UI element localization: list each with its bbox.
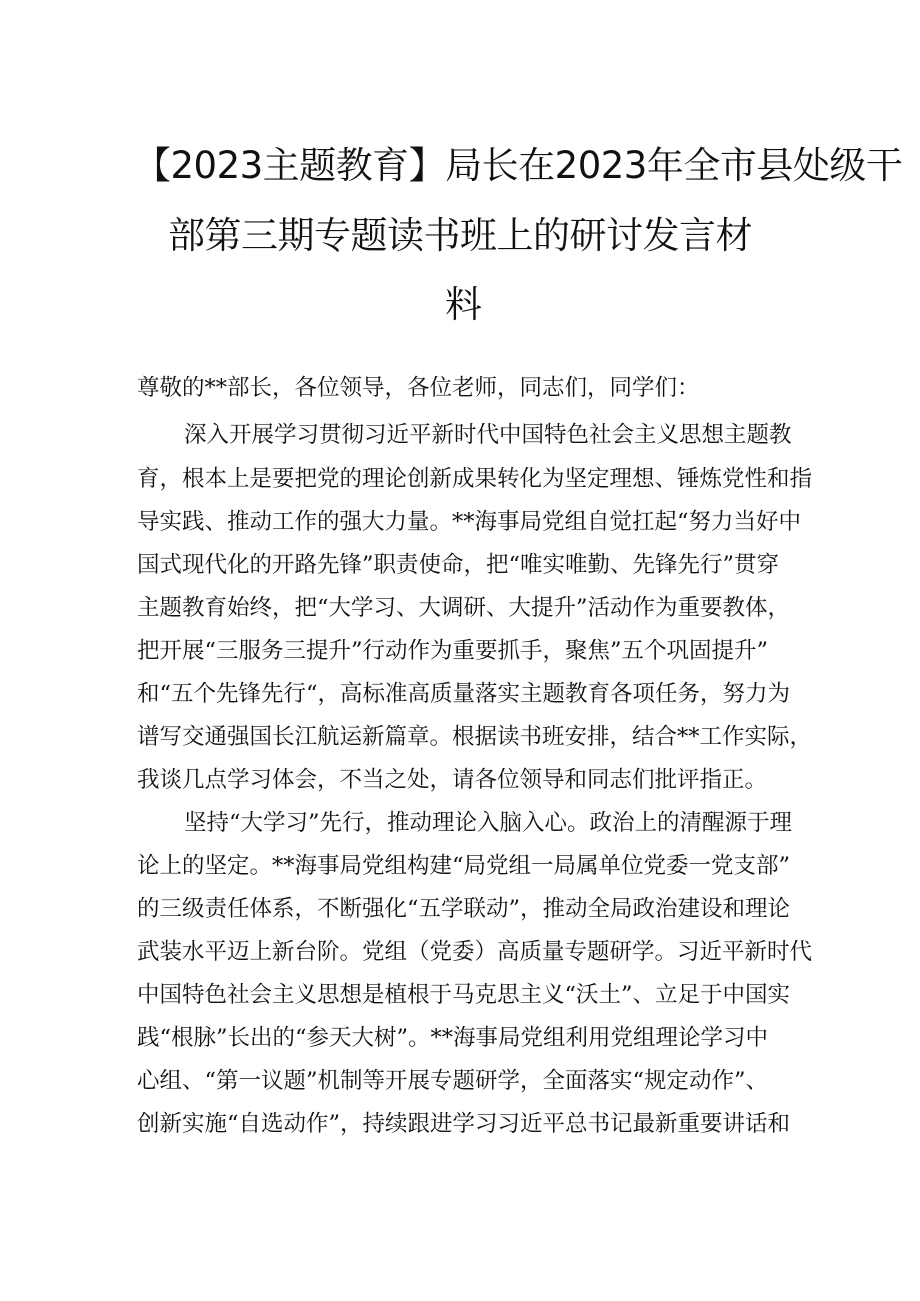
paragraph-1-line-4: 国式现代化的开路先锋”职责使命，把“唯实唯勤、先锋先行”贯穿 bbox=[137, 552, 780, 578]
paragraph-2-line-3: 的三级责任体系，不断强化“五学联动”，推动全局政治建设和理论 bbox=[137, 896, 791, 922]
document-title-line-3: 料 bbox=[445, 283, 482, 326]
paragraph-1-line-2: 育，根本上是要把党的理论创新成果转化为坚定理想、锤炼党性和指 bbox=[137, 466, 813, 492]
paragraph-1-line-5: 主题教育始终，把“大学习、大调研、大提升”活动作为重要教体， bbox=[137, 595, 791, 621]
paragraph-1-line-3: 导实践、推动工作的强大力量。**海事局党组自觉扛起“努力当好中 bbox=[137, 509, 802, 535]
paragraph-2-line-4: 武装水平迈上新台阶。党组（党委）高质量专题研学。习近平新时代 bbox=[137, 939, 813, 965]
salutation: 尊敬的**部长，各位领导，各位老师，同志们，同学们： bbox=[137, 375, 700, 401]
document-title-line-1: 【2023主题教育】局长在2023年全市县处级干 bbox=[134, 144, 903, 187]
paragraph-1-line-9: 我谈几点学习体会，不当之处，请各位领导和同志们批评指正。 bbox=[137, 767, 768, 793]
paragraph-2-line-6: 践“根脉”长出的“参天大树”。**海事局党组利用党组理论学习中 bbox=[137, 1025, 769, 1051]
paragraph-2-line-1: 坚持“大学习”先行，推动理论入脑入心。政治上的清醒源于理 bbox=[184, 810, 793, 836]
paragraph-2-line-7: 心组、“第一议题”机制等开展专题研学，全面落实“规定动作”、 bbox=[137, 1068, 769, 1094]
paragraph-1-line-6: 把开展“三服务三提升”行动作为重要抓手，聚焦”五个巩固提升” bbox=[137, 638, 769, 664]
paragraph-2-line-2: 论上的坚定。**海事局党组构建“局党组一局属单位党委一党支部” bbox=[137, 853, 791, 879]
paragraph-2-line-8: 创新实施“自选动作”，持续跟进学习习近平总书记最新重要讲话和 bbox=[137, 1111, 791, 1137]
paragraph-1-line-1: 深入开展学习贯彻习近平新时代中国特色社会主义思想主题教 bbox=[184, 422, 792, 448]
paragraph-1-line-7: 和“五个先锋先行“，高标准高质量落实主题教育各项任务，努力为 bbox=[137, 681, 791, 707]
paragraph-1-line-8: 谱写交通强国长江航运新篇章。根据读书班安排，结合**工作实际， bbox=[137, 724, 813, 750]
document-title-line-2: 部第三期专题读书班上的研讨发言材 bbox=[168, 214, 752, 257]
paragraph-2-line-5: 中国特色社会主义思想是植根于马克思主义“沃土”、立足于中国实 bbox=[137, 982, 791, 1008]
